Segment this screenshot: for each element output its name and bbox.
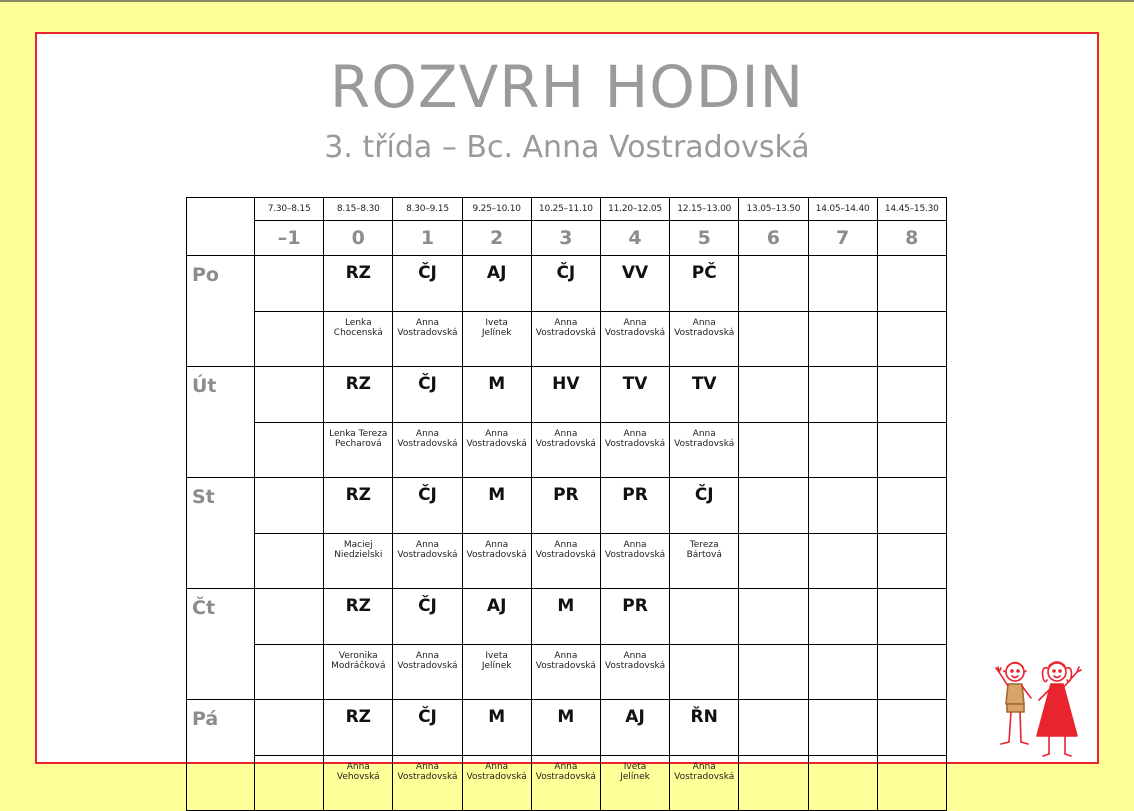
teacher-cell [255,423,324,478]
teacher-cell [877,534,946,589]
day-subject-row [187,256,947,312]
teacher-cell: Anna Vostradovská [600,312,669,367]
teacher-cell: Anna Vostradovská [600,534,669,589]
subject-cell: M [531,589,600,645]
subject-cell: RZ [324,700,393,756]
teacher-cell: Anna Vostradovská [393,645,462,700]
teacher-cell: Anna Vostradovská [462,423,531,478]
period-number: 8 [877,221,946,256]
teacher-cell: Anna Vostradovská [531,756,600,811]
period-number: 1 [393,221,462,256]
teacher-cell: Anna Vostradovská [670,756,739,811]
teacher-cell [808,534,877,589]
subject-cell: M [462,478,531,534]
day-label: St [187,478,255,589]
subject-cell: PČ [670,256,739,312]
time-slot: 12.15–13.00 [670,198,739,221]
time-row [187,198,947,221]
period-number: 2 [462,221,531,256]
subject-cell [877,478,946,534]
teacher-cell: Maciej Niedzielski [324,534,393,589]
subject-cell [670,589,739,645]
teacher-cell: Anna Vostradovská [670,423,739,478]
teacher-cell: Anna Vostradovská [531,423,600,478]
subject-cell: TV [670,367,739,423]
time-slot: 14.05–14.40 [808,198,877,221]
teacher-cell: Anna Vostradovská [600,645,669,700]
teacher-cell [808,645,877,700]
teacher-cell: Anna Vostradovská [531,645,600,700]
subject-cell: TV [600,367,669,423]
subject-cell [808,589,877,645]
day-teacher-row [187,534,947,589]
teacher-cell [877,645,946,700]
teacher-cell: Tereza Bártová [670,534,739,589]
period-number: 7 [808,221,877,256]
subject-cell: ČJ [393,700,462,756]
teacher-cell: Anna Vostradovská [393,534,462,589]
teacher-cell [739,423,808,478]
subject-cell: PR [600,589,669,645]
subject-cell: AJ [462,589,531,645]
time-slot: 14.45–15.30 [877,198,946,221]
day-label: Po [187,256,255,367]
subject-cell: PR [531,478,600,534]
timetable-body [187,198,947,811]
teacher-cell [255,534,324,589]
teacher-cell [739,645,808,700]
subject-cell [808,367,877,423]
day-subject-row [187,478,947,534]
subject-cell [739,367,808,423]
subject-cell: RZ [324,589,393,645]
day-teacher-row [187,756,947,811]
subject-cell [739,589,808,645]
subject-cell [255,478,324,534]
subject-cell: ČJ [531,256,600,312]
day-label: Út [187,367,255,478]
day-subject-row [187,589,947,645]
subject-cell: ČJ [393,256,462,312]
teacher-cell: Iveta Jelínek [600,756,669,811]
teacher-cell [255,312,324,367]
subject-cell: M [531,700,600,756]
subject-cell: RZ [324,478,393,534]
period-row [187,221,947,256]
teacher-cell: Anna Vostradovská [462,534,531,589]
teacher-cell [739,534,808,589]
time-slot: 10.25–11.10 [531,198,600,221]
subject-cell: ČJ [393,478,462,534]
teacher-cell [877,756,946,811]
time-slot: 13.05–13.50 [739,198,808,221]
teacher-cell: Anna Vehovská [324,756,393,811]
time-slot: 8.15–8.30 [324,198,393,221]
subject-cell: ČJ [393,589,462,645]
time-slot: 8.30–9.15 [393,198,462,221]
time-slot: 11.20–12.05 [600,198,669,221]
subject-cell: ČJ [393,367,462,423]
teacher-cell: Anna Vostradovská [393,312,462,367]
teacher-cell: Anna Vostradovská [600,423,669,478]
subject-cell [808,700,877,756]
subject-cell: M [462,367,531,423]
period-number: 4 [600,221,669,256]
subject-cell: ŘN [670,700,739,756]
teacher-cell: Iveta Jelínek [462,645,531,700]
subject-cell: RZ [324,256,393,312]
period-number: 0 [324,221,393,256]
period-number: 5 [670,221,739,256]
day-teacher-row [187,312,947,367]
subject-cell: VV [600,256,669,312]
subject-cell [255,700,324,756]
teacher-cell [739,756,808,811]
top-rule [0,0,1134,2]
subject-cell [877,256,946,312]
page-subtitle: 3. třída – Bc. Anna Vostradovská [324,130,810,165]
day-teacher-row [187,423,947,478]
day-label: Čt [187,589,255,700]
teacher-cell: Anna Vostradovská [531,534,600,589]
subject-cell [739,256,808,312]
teacher-cell: Anna Vostradovská [670,312,739,367]
teacher-cell [255,645,324,700]
subject-cell [739,478,808,534]
time-slot: 9.25–10.10 [462,198,531,221]
page-title: ROZVRH HODIN [329,53,805,121]
teacher-cell: Lenka Chocenská [324,312,393,367]
subject-cell [877,700,946,756]
subject-cell [255,367,324,423]
subject-cell [877,367,946,423]
subject-cell: ČJ [670,478,739,534]
time-slot: 7.30–8.15 [255,198,324,221]
timetable [186,197,947,811]
teacher-cell [670,645,739,700]
children-illustration-icon [985,654,1095,764]
subject-cell [255,256,324,312]
subject-cell [808,256,877,312]
period-number: –1 [255,221,324,256]
teacher-cell: Anna Vostradovská [531,312,600,367]
teacher-cell [877,423,946,478]
teacher-cell: Anna Vostradovská [393,423,462,478]
subject-cell: AJ [462,256,531,312]
teacher-cell: Anna Vostradovská [462,756,531,811]
teacher-cell: Lenka Tereza Pecharová [324,423,393,478]
teacher-cell [739,312,808,367]
period-number: 3 [531,221,600,256]
day-label: Pá [187,700,255,811]
day-teacher-row [187,645,947,700]
day-subject-row [187,700,947,756]
teacher-cell: Anna Vostradovská [393,756,462,811]
subject-cell [877,589,946,645]
teacher-cell [808,756,877,811]
subject-cell: AJ [600,700,669,756]
timetable-sheet [35,32,1099,782]
subject-cell: RZ [324,367,393,423]
day-subject-row [187,367,947,423]
subject-cell: M [462,700,531,756]
teacher-cell: Veronika Modráčková [324,645,393,700]
period-number: 6 [739,221,808,256]
teacher-cell [877,312,946,367]
teacher-cell: Iveta Jelínek [462,312,531,367]
subject-cell: HV [531,367,600,423]
subject-cell [255,589,324,645]
corner-cell [187,198,255,256]
subject-cell [808,478,877,534]
subject-cell [739,700,808,756]
subject-cell: PR [600,478,669,534]
teacher-cell [808,312,877,367]
teacher-cell [255,756,324,811]
teacher-cell [808,423,877,478]
